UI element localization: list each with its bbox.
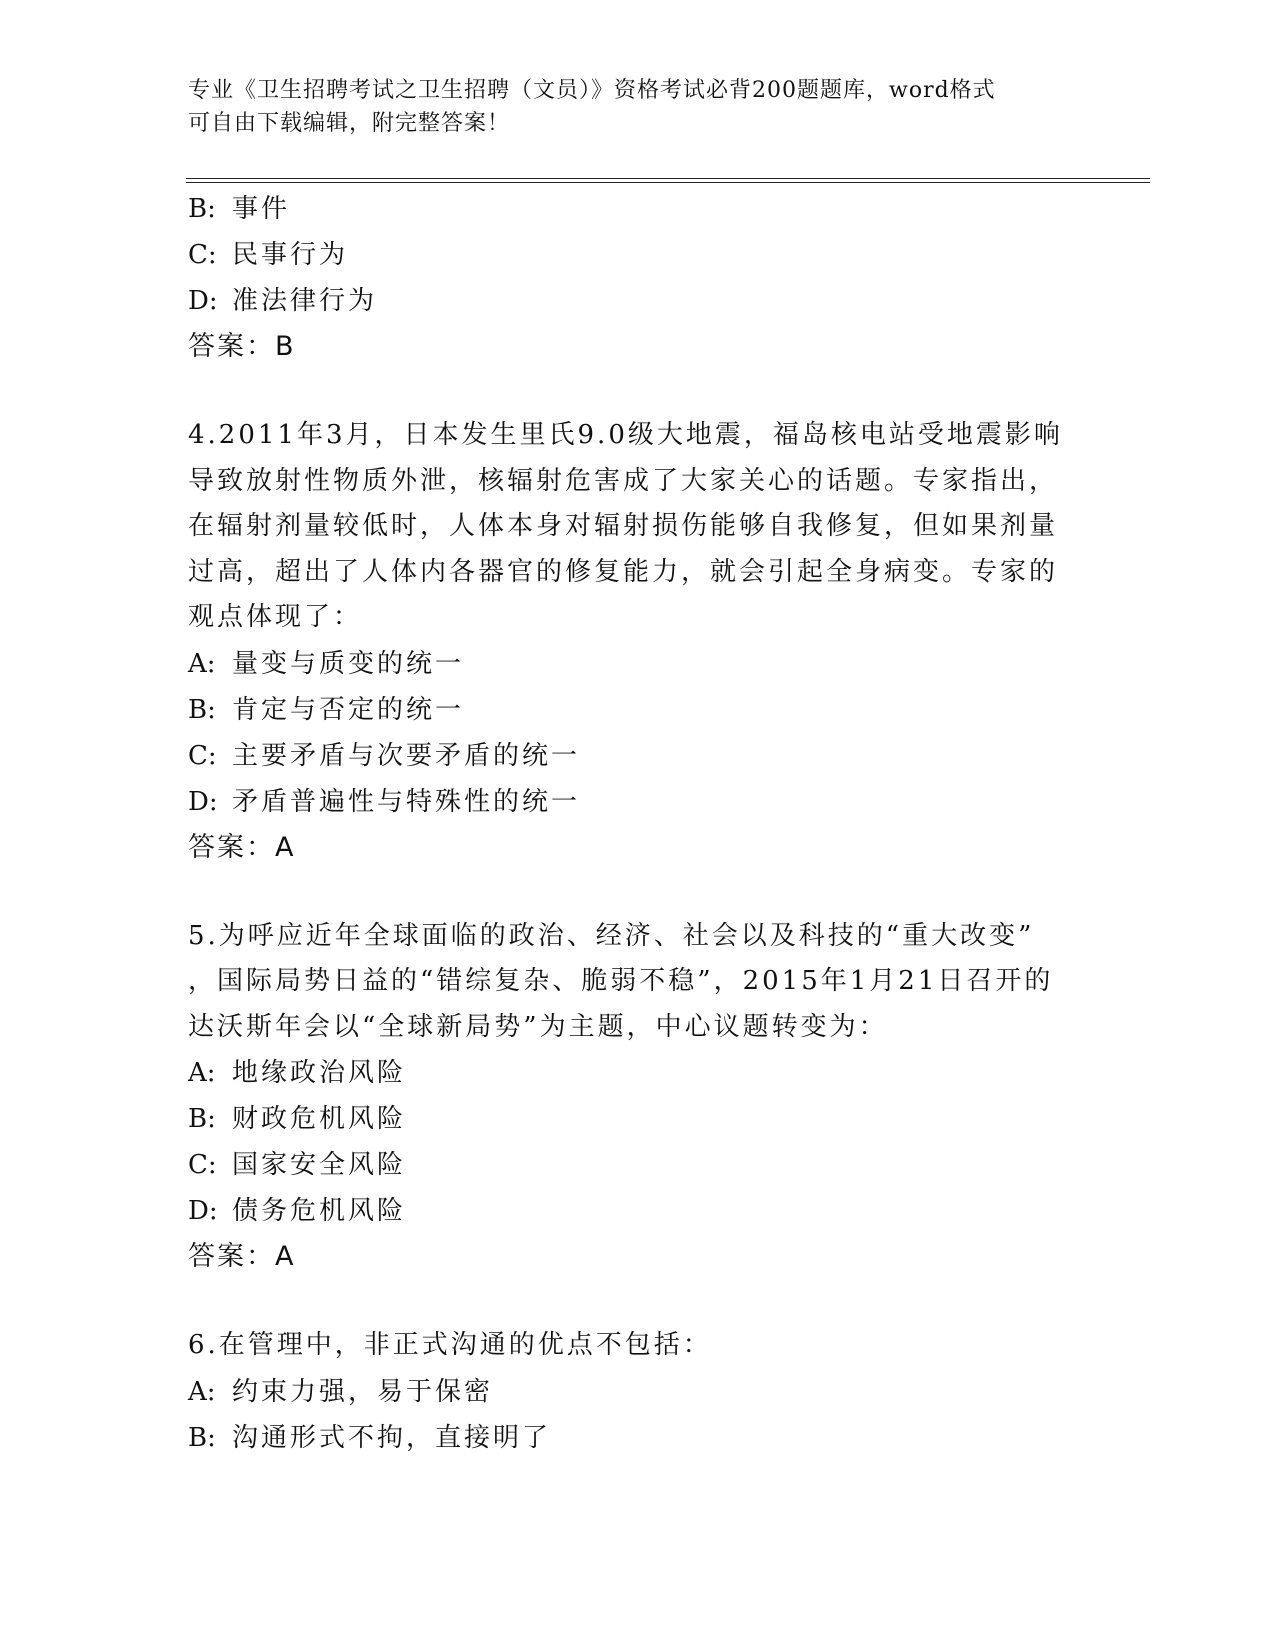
header-line-2: 可自由下载编辑，附完整答案！ bbox=[188, 111, 511, 136]
option-c: C: 民事行为 bbox=[188, 240, 349, 270]
question-4 bbox=[188, 413, 1088, 871]
option-d: D: 矛盾普遍性与特殊性的统一 bbox=[188, 786, 581, 817]
answer: 答案：A bbox=[188, 831, 296, 863]
option-a: A: 约束力强，易于保密 bbox=[188, 1376, 494, 1407]
option-a: A: 量变与质变的统一 bbox=[188, 648, 465, 679]
question-5 bbox=[188, 914, 1088, 1281]
option-d: D: 债务危机风险 bbox=[188, 1196, 407, 1226]
option-b: B: 肯定与否定的统一 bbox=[188, 694, 465, 725]
answer: 答案：B bbox=[188, 331, 296, 362]
question-3 bbox=[188, 186, 1088, 370]
header-rule bbox=[186, 178, 1150, 183]
option-d: D: 准法律行为 bbox=[188, 286, 378, 316]
option-c: C: 主要矛盾与次要矛盾的统一 bbox=[188, 740, 581, 771]
spacer bbox=[188, 370, 1088, 413]
option-b: B: 财政危机风险 bbox=[188, 1104, 407, 1134]
question-stem: 6.在管理中，非正式沟通的优点不包括： bbox=[188, 1330, 712, 1360]
option-c: C: 国家安全风险 bbox=[188, 1150, 407, 1180]
question-stem: 5.为呼应近年全球面临的政治、经济、社会以及科技的“重大改变” ，国际局势日益的“错综复杂、脆弱不稳”，2015年1月21日召开的 达沃斯年会以“全球新局势”为主题，中心议题转变为： bbox=[188, 920, 1054, 1042]
spacer bbox=[188, 1280, 1088, 1323]
answer: 答案：A bbox=[188, 1241, 296, 1272]
header-line-1: 专业《卫生招聘考试之卫生招聘（文员）》资格考试必背200题题库，word格式 bbox=[188, 78, 996, 103]
question-list bbox=[188, 186, 1088, 1461]
question-6 bbox=[188, 1323, 1088, 1461]
option-b: B: 沟通形式不拘，直接明了 bbox=[188, 1422, 552, 1453]
option-b: B: 事件 bbox=[188, 194, 291, 224]
question-stem: 4.2011年3月，日本发生里氏9.0级大地震，福岛核电站受地震影响 导致放射性物质外泄，核辐射危害成了大家关心的话题。专家指出， 在辐射剂量较低时，人体本身对辐射损伤能够自我修复，但如果剂量 过高，超出了人体内各器官的修复能力，就会引起全身病变。专家的 观点体现了： bbox=[188, 420, 1063, 632]
option-a: A: 地缘政治风险 bbox=[188, 1058, 407, 1088]
page-header bbox=[188, 74, 1068, 140]
spacer bbox=[188, 871, 1088, 914]
